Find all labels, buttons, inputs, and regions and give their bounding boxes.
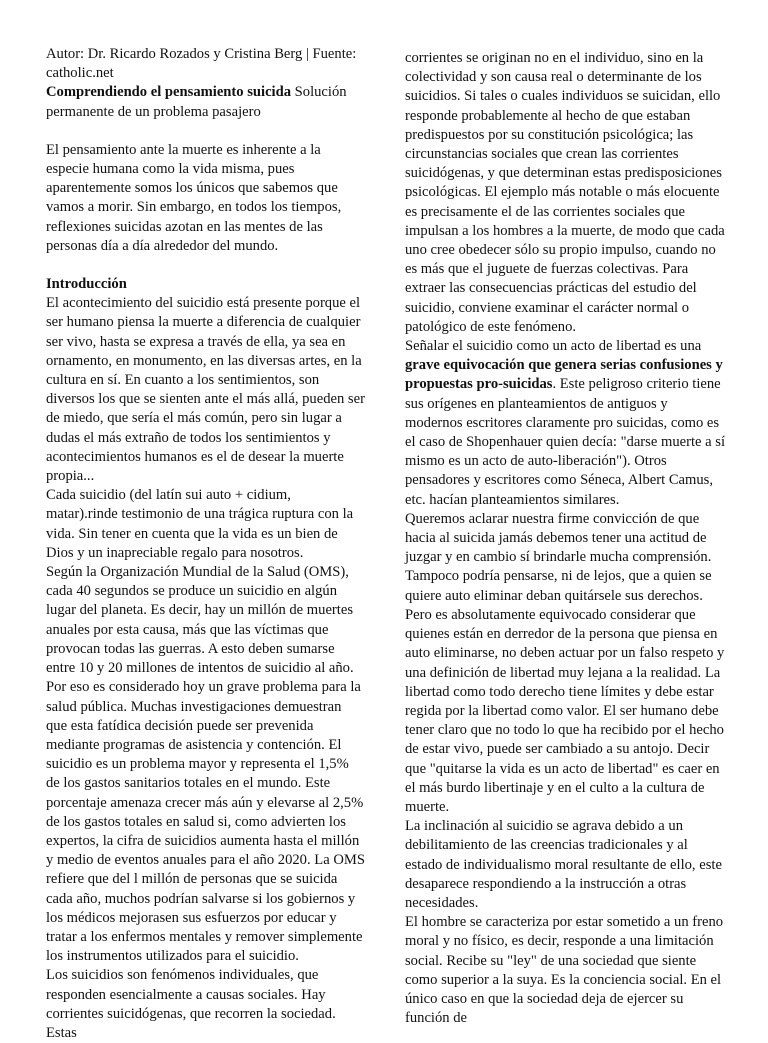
paragraph: Queremos aclarar nuestra firme convicción de que hacia al suicida jamás debemos tener una actitud de juzgar y en cambio sí brindarle mucha comprensión. Tampoco podría pensarse, ni de lejos, que a quien se quiere auto eliminar deban quitársele sus derechos. Pero es absolutamente equivocado considerar que quienes están en derredor de la persona que piensa en auto eliminarse, no deben actuar por un falso respeto y una definición de libertad muy lejana a la realidad. La libertad como todo derecho tiene límites y debe estar regida por la libertad como valor. El ser humano debe tener claro que no todo lo que ha recibido por el hecho de estar vivo, puede ser cambiado a su antojo. Decir que "quitarse la vida es un acto de libertad" es caer en el más burdo libertinaje y en el culto a la cultura de muerte. xyxy=(405,510,725,815)
section-heading: Introducción xyxy=(46,276,127,293)
spacer xyxy=(46,256,366,275)
article-subtitle: Solución permanente de un problema pasajero xyxy=(46,84,347,120)
paragraph-with-emphasis: Señalar el suicidio como un acto de libertad es una grave equivocación que genera serias confusiones y propuestas pro-suicidas. Este peligroso criterio tiene sus orígenes en planteamientos de antiguos y modernos escritores claramente pro suicidas, como es el caso de Shopenhauer quien decía: "darse muerte a sí mismo es un acto de auto-liberación"). Otros pensadores y escritores como Séneca, Albert Camus, etc. hacían planteamientos similares. xyxy=(405,338,726,508)
paragraph: La inclinación al suicidio se agrava debido a un debilitamiento de las creencias tradicionales y al estado de individualismo moral resultante de ello, este desaparece respondiendo a la instrucción a otras necesidades. xyxy=(405,818,722,911)
paragraph: Los suicidios son fenómenos individuales, que responden esencialmente a causas sociales. Hay corrientes suicidógenas, que recorren la sociedad. Estas xyxy=(46,967,336,1041)
paragraph: corrientes se originan no en el individuo, sino en la colectividad y son causa real o determinante de los suicidios. Si tales o cuales individuos se suicidan, ello responde probablemente al hecho de que estaban predispuestos por su constitución psicológica; las circunstancias sociales que crean las corrientes suicidógenas, y que determinan estas predisposiciones psicológicas. El ejemplo más notable o más elocuente es precisamente el de las corrientes sociales que impulsan a los hombres a la muerte, de modo que cada uno cree obedecer sólo su propio impulso, cuando no es más que el juguete de fuerzas colectivas. Para extraer las consecuencias prácticas del estudio del suicidio, conviene examinar el carácter normal o patológico de este fenómeno. xyxy=(405,50,725,335)
author-line: Autor: Dr. Ricardo Rozados y Cristina Berg | Fuente: catholic.net xyxy=(46,46,357,82)
article-title-bold: Comprendiendo el pensamiento suicida xyxy=(46,84,292,101)
paragraph: Según la Organización Mundial de la Salud (OMS), cada 40 segundos se produce un suicidio en algún lugar del planeta. Es decir, hay un millón de muertes anuales por esta causa, más que las víctimas que provocan todas las guerras. A esto deben sumarse entre 10 y 20 millones de intentos de suicidio al año. Por eso es considerado hoy un grave problema para la salud pública. Muchas investigaciones demuestran que esta fatídica decisión puede ser prevenida mediante programas de asistencia y contención. El suicidio es un problema mayor y representa el 1,5% de los gastos sanitarios totales en el mundo. Este porcentaje amenaza crecer más aún y elevarse al 2,5% de los gastos totales en salud si, como advierten los expertos, la cifra de suicidios aumenta hasta el millón y medio de eventos anuales para el año 2020. La OMS refiere que del l millón de personas que se suicida cada año, muchos podrían salvarse si los gobiernos y los médicos mejorasen sus esfuerzos por educar y tratar a los enfermos mentales y remover simplemente los instrumentos utilizados para el suicidio. xyxy=(46,564,365,965)
intro-paragraph: El pensamiento ante la muerte es inherente a la especie humana como la vida misma, pues aparentemente somos los únicos que sabemos que vamos a morir. Sin embargo, en todos los tiempos, reflexiones suicidas azotan en las mentes de las personas día a día alrededor del mundo. xyxy=(46,141,342,254)
emphasis-text: grave equivocación que genera serias confusiones y propuestas pro-suicidas xyxy=(405,357,723,393)
left-column xyxy=(46,45,366,1043)
article-title xyxy=(46,83,366,121)
paragraph: El hombre se caracteriza por estar sometido a un freno moral y no físico, es decir, responde a una limitación social. Recibe su "ley" de una sociedad que siente como superior a la suya. Es la conciencia social. En el único caso en que la sociedad deja de ejercer su función de xyxy=(405,914,724,1027)
spacer xyxy=(46,122,366,141)
right-column xyxy=(405,49,725,1028)
paragraph: El acontecimiento del suicidio está presente porque el ser humano piensa la muerte a diferencia de cualquier ser vivo, hasta se expresa a través de ella, ya sea en ornamento, en monumento, en las diversas artes, en la cultura en sí. En cuanto a los sentimientos, son diversos los que se sienten ante el más allá, pueden ser de miedo, que sería el más común, pero sin lugar a dudas el más extraño de todos los sentimientos y acontecimientos humanos es el de desear la muerte propia... xyxy=(46,295,365,485)
paragraph: Cada suicidio (del latín sui auto + cidium, matar).rinde testimonio de una trágica ruptura con la vida. Sin tener en cuenta que la vida es un bien de Dios y un inapreciable regalo para nosotros. xyxy=(46,487,354,561)
